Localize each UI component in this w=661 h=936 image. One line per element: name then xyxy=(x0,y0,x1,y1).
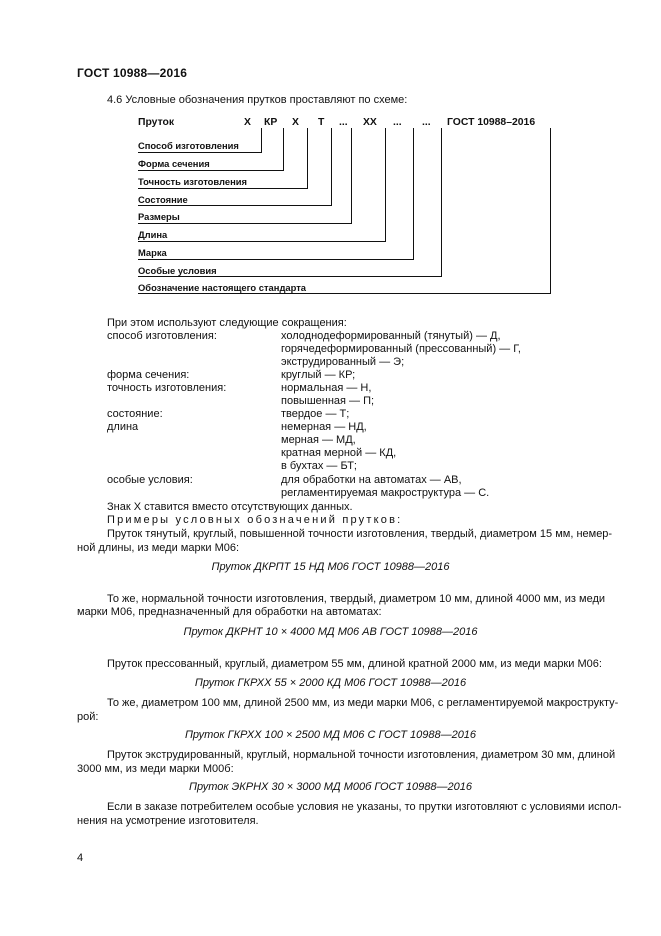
scheme-vline-shape xyxy=(283,128,284,171)
abbrev-value: регламентируемая макроструктура — С. xyxy=(281,487,490,499)
abbrev-value: для обработки на автоматах — АВ, xyxy=(281,474,462,486)
scheme-row-method: Способ изготовления xyxy=(138,140,239,151)
abbrev-value: твердое — Т; xyxy=(281,408,350,420)
final-text-line-2: нения на усмотрение изготовителя. xyxy=(77,815,259,827)
example-1-text-line-1: Пруток тянутый, круглый, повышенной точности изготовления, твердый, диаметром 15 мм, немер- xyxy=(107,528,613,540)
scheme-row-accuracy: Точность изготовления xyxy=(138,176,247,187)
scheme-top-accuracy: Х xyxy=(292,117,299,128)
note-x-sign: Знак Х ставится вместо отсутствующих данных. xyxy=(107,501,353,513)
scheme-hline-length xyxy=(138,241,386,242)
scheme-vline-conditions xyxy=(441,128,442,277)
abbrev-value: круглый — КР; xyxy=(281,369,356,381)
scheme-top-conditions: ... xyxy=(422,117,431,128)
example-4-text-line-1: То же, диаметром 100 мм, длиной 2500 мм, из меди марки М06, с регламентируемой макрострукту- xyxy=(107,697,619,709)
scheme-hline-state xyxy=(138,205,332,206)
example-3-text: Пруток прессованный, круглый, диаметром 55 мм, длиной кратной 2000 мм, из меди марки М06: xyxy=(107,658,602,670)
example-5-text-line-2: 3000 мм, из меди марки М00б: xyxy=(77,763,234,775)
scheme-hline-shape xyxy=(138,170,284,171)
scheme-row-grade: Марка xyxy=(138,247,167,258)
example-2-text-line-2: марки М06, предназначенный для обработки на автоматах: xyxy=(77,606,382,618)
scheme-row-shape: Форма сечения xyxy=(138,158,210,169)
scheme-vline-size xyxy=(351,128,352,224)
scheme-top-state: Т xyxy=(318,117,325,128)
scheme-vline-standard xyxy=(550,128,551,294)
example-5-designation: Пруток ЭКРНХ 30 × 3000 МД М00б ГОСТ 10988—2016 xyxy=(189,781,472,793)
abbrev-label-conditions: особые условия: xyxy=(107,474,193,486)
scheme-hline-accuracy xyxy=(138,188,308,189)
scheme-hline-standard xyxy=(138,293,551,294)
example-4-text-line-2: рой: xyxy=(77,711,99,723)
abbrev-value: мерная — МД, xyxy=(281,434,356,446)
scheme-top-grade: ... xyxy=(393,117,402,128)
example-2-designation: Пруток ДКРНТ 10 × 4000 МД М06 АВ ГОСТ 10988—2016 xyxy=(183,626,478,638)
abbrev-label-state: состояние: xyxy=(107,408,163,420)
abbrev-label-length: длина xyxy=(107,421,139,433)
scheme-vline-grade xyxy=(413,128,414,260)
scheme-row-length: Длина xyxy=(138,229,168,240)
scheme-row-conditions: Особые условия xyxy=(138,265,217,276)
examples-heading: Примеры условных обозначений прутков: xyxy=(107,514,403,526)
page-number: 4 xyxy=(77,852,84,864)
scheme-hline-size xyxy=(138,223,352,224)
abbrev-value: нормальная — Н, xyxy=(281,382,372,394)
abbrev-label-shape: форма сечения: xyxy=(107,369,190,381)
scheme-row-state: Состояние xyxy=(138,194,188,205)
scheme-top-size: ... xyxy=(339,117,348,128)
abbrev-value: экструдированный — Э; xyxy=(281,356,405,368)
example-3-designation: Пруток ГКРХХ 55 × 2000 КД М06 ГОСТ 10988—2016 xyxy=(194,677,467,689)
example-1-designation: Пруток ДКРПТ 15 НД М06 ГОСТ 10988—2016 xyxy=(211,561,450,573)
abbrev-value: повышенная — П; xyxy=(281,395,375,407)
scheme-top-length: ХХ xyxy=(363,117,377,128)
example-4-designation: Пруток ГКРХХ 100 × 2500 МД М06 С ГОСТ 10988—2016 xyxy=(184,729,477,741)
scheme-hline-conditions xyxy=(138,276,442,277)
scheme-row-size: Размеры xyxy=(138,211,180,222)
scheme-top-shape: КР xyxy=(264,117,278,128)
abbrev-label-method: способ изготовления: xyxy=(107,330,217,342)
scheme-vline-state xyxy=(331,128,332,206)
scheme-vline-length xyxy=(385,128,386,242)
abbrev-value: холоднодеформированный (тянутый) — Д, xyxy=(281,330,501,342)
scheme-hline-grade xyxy=(138,259,414,260)
abbrev-value: кратная мерной — КД, xyxy=(281,447,397,459)
final-text-line-1: Если в заказе потребителем особые условия не указаны, то прутки изготовляют с условиями испол- xyxy=(107,801,622,813)
scheme-top-product: Пруток xyxy=(138,117,175,128)
scheme-top-standard: ГОСТ 10988–2016 xyxy=(447,117,536,128)
abbrev-value: немерная — НД, xyxy=(281,421,367,433)
abbrev-intro: При этом используют следующие сокращения: xyxy=(107,317,347,329)
scheme-row-standard: Обозначение настоящего стандарта xyxy=(138,282,307,293)
abbrev-value: в бухтах — БТ; xyxy=(281,460,357,472)
section-4-6-text: 4.6 Условные обозначения прутков проставляют по схеме: xyxy=(107,94,408,106)
scheme-top-method: Х xyxy=(244,117,251,128)
scheme-hline-method xyxy=(138,152,262,153)
scheme-vline-accuracy xyxy=(307,128,308,189)
abbrev-value: горячедеформированный (прессованный) — Г, xyxy=(281,343,521,355)
example-5-text-line-1: Пруток экструдированный, круглый, нормальной точности изготовления, диаметром 30 мм, длиной xyxy=(107,749,616,761)
example-1-text-line-2: ной длины, из меди марки М06: xyxy=(77,542,240,554)
document-header: ГОСТ 10988—2016 xyxy=(77,66,188,80)
abbrev-label-accuracy: точность изготовления: xyxy=(107,382,227,394)
example-2-text-line-1: То же, нормальной точности изготовления, твердый, диаметром 10 мм, длиной 4000 мм, из меди xyxy=(107,593,606,605)
scheme-vline-method xyxy=(261,128,262,153)
